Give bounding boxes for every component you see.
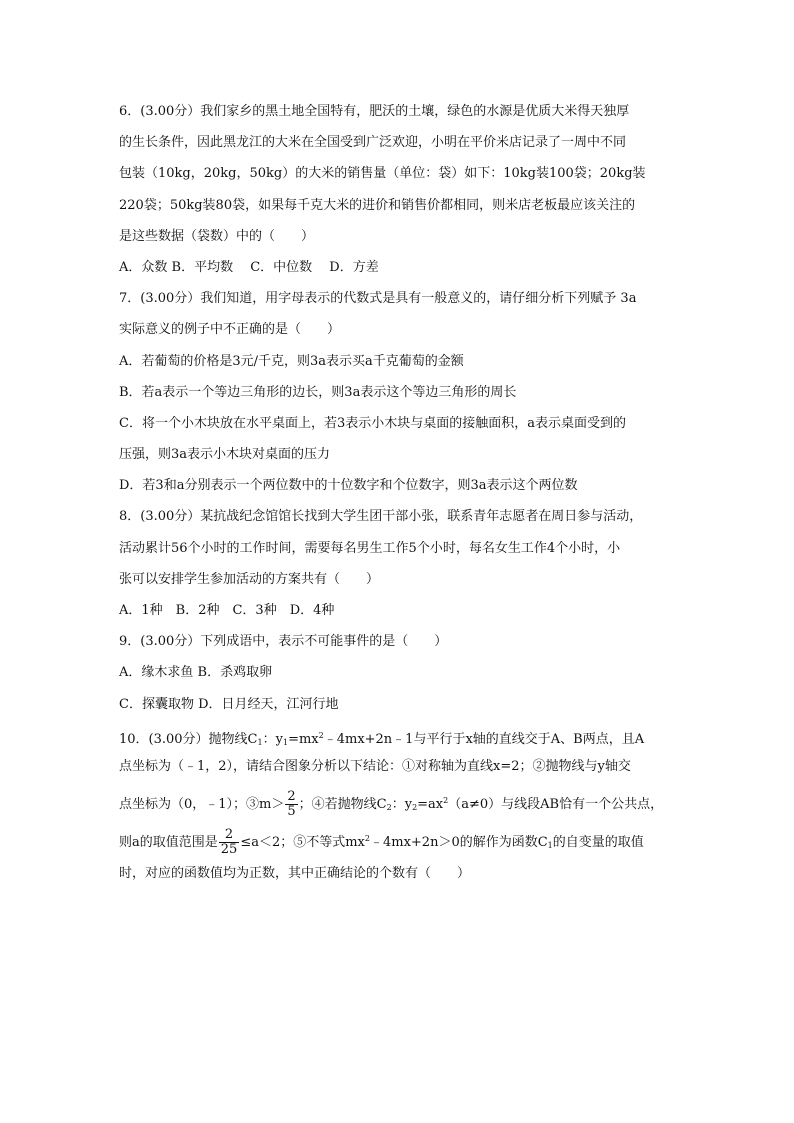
fraction-two-fifths: $\frac{2}{5}$ [287, 789, 296, 820]
answer-options-ab: A．缘木求鱼 B．杀鸡取卵 [119, 665, 273, 681]
question-text-line: 9．(3.00分）下列成语中，表示不可能事件的是（ ） [119, 634, 448, 650]
question-10 [119, 720, 679, 890]
answer-option-c: C．将一个小木块放在水平桌面上，若3表示小木块与桌面的接触面积，a表示桌面受到的 [119, 415, 626, 431]
question-text-line: 6．(3.00分）我们家乡的黑土地全国特有，肥沃的土壤，绿色的水源是优质大米得天独厚 [119, 104, 630, 119]
question-7 [119, 283, 679, 501]
answer-option-a: A．若葡萄的价格是3元/千克，则3a表示买a千克葡萄的金额 [119, 353, 464, 369]
question-9 [119, 626, 679, 720]
question-text-line: 的生长条件，因此黑龙江的大米在全国受到广泛欢迎，小明在平价米店记录了一周中不同 [119, 135, 627, 151]
question-text-line: 实际意义的例子中不正确的是（ ） [119, 322, 341, 338]
question-text-line: 包装（10kg，20kg，50kg）的大米的销售量（单位：袋）如下：10kg装100袋；20kg装 [119, 166, 646, 182]
answer-options: A．众数 B．平均数 C．中位数 D．方差 [119, 259, 379, 275]
question-text-line: 时，对应的函数值均为正数，其中正确结论的个数有（ ） [119, 866, 471, 882]
question-6 [119, 96, 679, 283]
question-text-line: 则a的取值范围是 $\frac{2}{25}$ ≤a＜2；⑤不等式$mx^2﹣4mx+2n>0$的解作为函数$C_1$的自变量的取值 [119, 827, 644, 858]
exam-page [119, 96, 679, 889]
question-text-line: 张可以安排学生参加活动的方案共有（ ） [119, 571, 380, 587]
question-text-line: 是这些数据（袋数）中的（ ） [119, 228, 315, 244]
answer-options-cd: C．探囊取物 D．日月经天，江河行地 [119, 696, 339, 712]
question-text-line: 10．(3.00分）抛物线$C_1$：$y_1=mx^2﹣4mx+2n﹣1$与平行于x轴的直线交于A、B两点，且A [119, 730, 645, 747]
answer-option-d: D．若3和a分别表示一个两位数中的十位数字和个位数字，则3a表示这个两位数 [119, 478, 578, 494]
question-text-line: 点坐标为（﹣1，2），请结合图象分析以下结论：①对称轴为直线x=2；②抛物线与y轴交 [119, 758, 631, 774]
question-text-line: 活动累计56个小时的工作时间，需要每名男生工作5个小时，每名女生工作4个小时，小 [119, 540, 621, 556]
answer-option-b: B．若a表示一个等边三角形的边长，则3a表示这个等边三角形的周长 [119, 384, 517, 400]
fraction-two-twentyfifths: $\frac{2}{25}$ [220, 827, 238, 858]
answer-option-c-cont: 压强，则3a表示小木块对桌面的压力 [119, 447, 331, 463]
question-text-line: 8．(3.00分）某抗战纪念馆馆长找到大学生团干部小张，联系青年志愿者在周日参与活动， [119, 509, 643, 525]
question-text-line: 点坐标为（0，﹣1）；③m＞ $\frac{2}{5}$ ；④若抛物线$C_2$：$y_2=ax^2(a\ne 0)$与线段AB恰有一个公共点， [119, 789, 664, 820]
question-text-line: 7．(3.00分）我们知道，用字母表示的代数式是具有一般意义的，请仔细分析下列赋予 3a [119, 291, 637, 307]
question-8 [119, 501, 679, 626]
question-text-line: 220袋；50kg装80袋，如果每千克大米的进价和销售价都相同，则米店老板最应该关注的 [119, 197, 636, 213]
answer-options: A．1种 B．2种 C．3种 D．4种 [119, 603, 335, 618]
